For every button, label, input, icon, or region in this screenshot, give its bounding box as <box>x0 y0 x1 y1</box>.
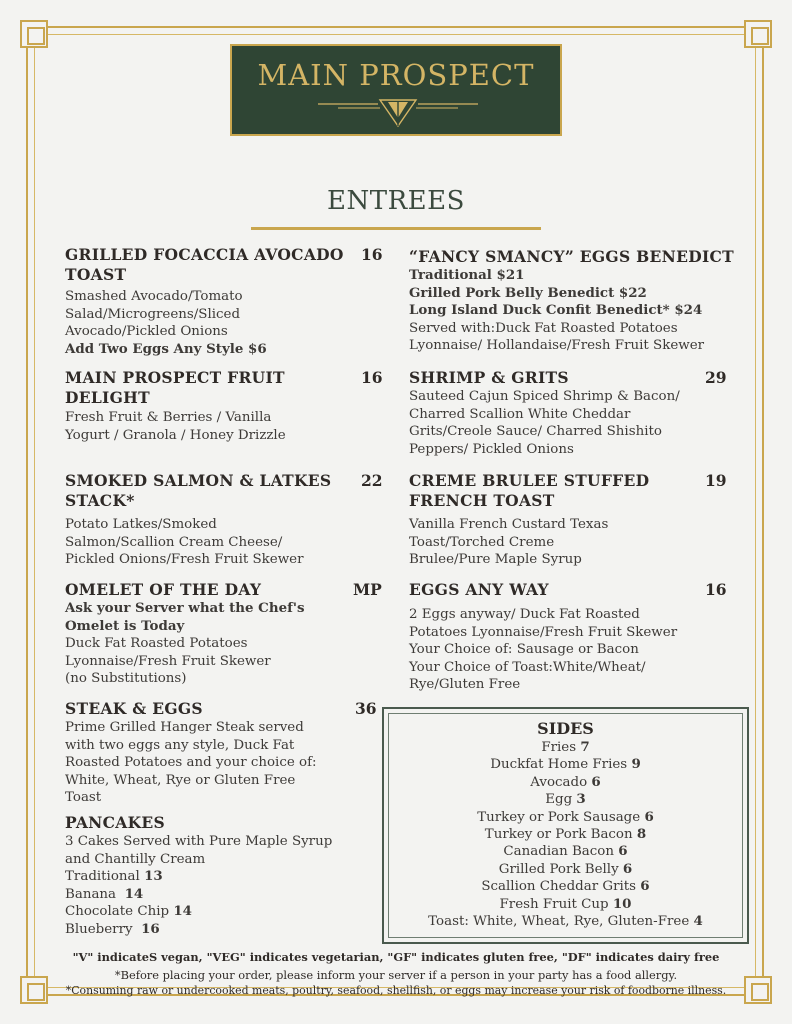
sides-box <box>382 707 749 944</box>
item-name: FRENCH TOAST <box>409 491 555 510</box>
item-price: 16 <box>705 580 727 599</box>
item-note: Omelet is Today <box>65 617 185 634</box>
item-description: Yogurt / Granola / Honey Drizzle <box>65 427 286 443</box>
side-price: 10 <box>612 895 632 912</box>
item-description: Served with:Duck Fat Roasted Potatoes <box>409 320 678 336</box>
dietary-legend: "V" indicateS vegan, "VEG" indicates vegetarian, "GF" indicates gluten free, "DF" indicates dairy free <box>72 950 720 964</box>
item-description: Fresh Fruit & Berries / Vanilla <box>65 410 272 425</box>
option-label: Banana <box>65 886 117 902</box>
item-description: Potato Latkes/Smoked <box>65 517 217 532</box>
side-label: Avocado <box>530 774 588 790</box>
side-label: Duckfat Home Fries <box>490 757 628 773</box>
menu-item <box>65 471 383 569</box>
side-price: 6 <box>591 773 601 790</box>
section-title: ENTREES <box>327 186 465 216</box>
side-price: 3 <box>576 791 586 808</box>
item-name: GRILLED FOCACCIA AVOCADO <box>65 245 344 264</box>
item-description: (no Substitutions) <box>65 671 187 686</box>
option-label: Traditional <box>65 869 140 884</box>
side-label: Grilled Pork Belly <box>498 861 619 877</box>
side-price: 6 <box>644 808 654 825</box>
option-label: Blueberry <box>65 921 133 937</box>
item-name: MAIN PROSPECT FRUIT <box>65 368 285 387</box>
side-price: 6 <box>622 860 633 877</box>
item-option: Long Island Duck Confit Benedict* $24 <box>409 302 703 318</box>
option-price: 13 <box>144 868 163 884</box>
pancake-option <box>65 921 380 939</box>
side-item <box>384 791 747 808</box>
side-label: Scallion Cheddar Grits <box>481 879 637 895</box>
art-deco-ornament-icon <box>318 98 478 128</box>
item-name: TOAST <box>65 265 127 284</box>
item-option: Traditional $21 <box>409 267 525 283</box>
side-item <box>384 826 747 843</box>
sides-title: SIDES <box>537 719 594 738</box>
title-divider <box>251 227 541 230</box>
item-name: PANCAKES <box>65 813 165 832</box>
side-label: Turkey or Pork Bacon <box>484 827 633 843</box>
item-name: CREME BRULEE STUFFED <box>409 471 650 490</box>
option-label: Chocolate Chip <box>65 904 170 919</box>
side-item <box>384 739 747 756</box>
item-description: Toast <box>65 790 102 805</box>
side-label: Canadian Bacon <box>503 844 614 860</box>
pancake-option <box>65 868 380 886</box>
item-description: Potatoes Lyonnaise/Fresh Fruit Skewer <box>409 624 678 640</box>
side-label: Fresh Fruit Cup <box>499 896 609 912</box>
side-label: Fries <box>541 740 577 755</box>
brand-name: MAIN PROSPECT <box>257 58 535 92</box>
item-description: Salmon/Scallion Cream Cheese/ <box>65 534 283 550</box>
item-name: OMELET OF THE DAY <box>65 580 262 599</box>
item-description: Grits/Creole Sauce/ Charred Shishito <box>409 424 662 439</box>
side-price: 6 <box>640 878 650 895</box>
item-price: 36 <box>355 699 377 718</box>
item-description: Pickled Onions/Fresh Fruit Skewer <box>65 552 304 567</box>
item-description: Smashed Avocado/Tomato <box>65 289 243 304</box>
item-name: “FANCY SMANCY” EGGS BENEDICT <box>409 247 734 266</box>
item-description: Your Choice of Toast:White/Wheat/ <box>409 659 646 675</box>
item-description: Rye/Gluten Free <box>409 677 521 692</box>
side-label: Toast: White, Wheat, Rye, Gluten-Free <box>428 914 690 930</box>
item-description: Your Choice of: Sausage or Bacon <box>409 642 639 657</box>
side-label: Turkey or Pork Sausage <box>477 809 641 825</box>
item-name: SHRIMP & GRITS <box>409 368 569 387</box>
side-price: 7 <box>580 739 590 755</box>
item-description: Duck Fat Roasted Potatoes <box>65 636 248 651</box>
side-item <box>384 774 747 791</box>
menu-item <box>409 247 739 355</box>
item-description: Lyonnaise/Fresh Fruit Skewer <box>65 653 271 669</box>
item-name: DELIGHT <box>65 388 150 407</box>
menu-item <box>409 471 739 569</box>
side-item <box>384 878 747 895</box>
sides-list <box>384 739 747 930</box>
option-price: 16 <box>141 920 160 937</box>
option-price: 14 <box>124 885 144 902</box>
item-description: Avocado/Pickled Onions <box>65 324 228 339</box>
menu-item <box>65 245 383 358</box>
item-name: EGGS ANY WAY <box>409 580 549 599</box>
consumption-warning: *Consuming raw or undercooked meats, poultry, seafood, shellfish, or eggs may increase your risk of foodborne illness. <box>65 984 727 997</box>
side-item <box>384 896 747 913</box>
side-item <box>384 756 747 773</box>
side-label: Egg <box>545 792 573 808</box>
item-description: Sauteed Cajun Spiced Shrimp & Bacon/ <box>409 389 680 404</box>
item-price: 16 <box>361 245 383 264</box>
item-description: Brulee/Pure Maple Syrup <box>409 552 582 567</box>
side-item <box>384 913 747 930</box>
item-name: STACK* <box>65 491 135 510</box>
item-name: STEAK & EGGS <box>65 699 203 718</box>
item-description: and Chantilly Cream <box>65 851 206 867</box>
side-item <box>384 809 747 826</box>
item-description: White, Wheat, Rye or Gluten Free <box>65 772 296 788</box>
side-price: 9 <box>631 756 641 773</box>
logo <box>230 44 562 136</box>
menu-item <box>65 580 380 688</box>
item-addon: Add Two Eggs Any Style $6 <box>65 340 267 357</box>
item-price: 29 <box>705 368 727 387</box>
item-price: 19 <box>705 471 727 490</box>
item-price: 16 <box>361 368 383 387</box>
item-description: Peppers/ Pickled Onions <box>409 441 574 457</box>
item-price: MP <box>353 580 382 599</box>
item-option: Grilled Pork Belly Benedict $22 <box>409 284 647 301</box>
pancake-option <box>65 886 380 904</box>
item-price: 22 <box>361 471 383 490</box>
item-description: Salad/Microgreens/Sliced <box>65 306 241 322</box>
item-description: Toast/Torched Creme <box>409 534 555 550</box>
item-description: Prime Grilled Hanger Steak served <box>65 720 304 735</box>
side-price: 4 <box>693 913 703 930</box>
item-description: Vanilla French Custard Texas <box>409 517 609 532</box>
item-description: 2 Eggs anyway/ Duck Fat Roasted <box>409 607 640 622</box>
menu-item <box>409 368 739 458</box>
side-price: 6 <box>618 843 628 860</box>
item-description: Charred Scallion White Cheddar <box>409 406 631 422</box>
allergy-notice: *Before placing your order, please inform your server if a person in your party has a food allergy. <box>114 968 678 982</box>
pancake-option <box>65 903 380 921</box>
option-price: 14 <box>173 903 192 919</box>
item-description: Roasted Potatoes and your choice of: <box>65 755 317 770</box>
side-item <box>384 843 747 860</box>
item-description: with two eggs any style, Duck Fat <box>65 737 295 753</box>
corner-ornament-icon <box>20 20 48 48</box>
item-name: SMOKED SALMON & LATKES <box>65 471 332 490</box>
item-description: Lyonnaise/ Hollandaise/Fresh Fruit Skewer <box>409 338 705 353</box>
menu-item <box>65 699 380 807</box>
menu-item <box>65 368 383 444</box>
menu-item <box>409 580 739 694</box>
item-description: 3 Cakes Served with Pure Maple Syrup <box>65 834 333 849</box>
corner-ornament-icon <box>744 20 772 48</box>
menu-item <box>65 813 380 938</box>
item-note: Ask your Server what the Chef's <box>65 600 305 616</box>
side-item <box>384 861 747 878</box>
side-price: 8 <box>636 826 647 843</box>
